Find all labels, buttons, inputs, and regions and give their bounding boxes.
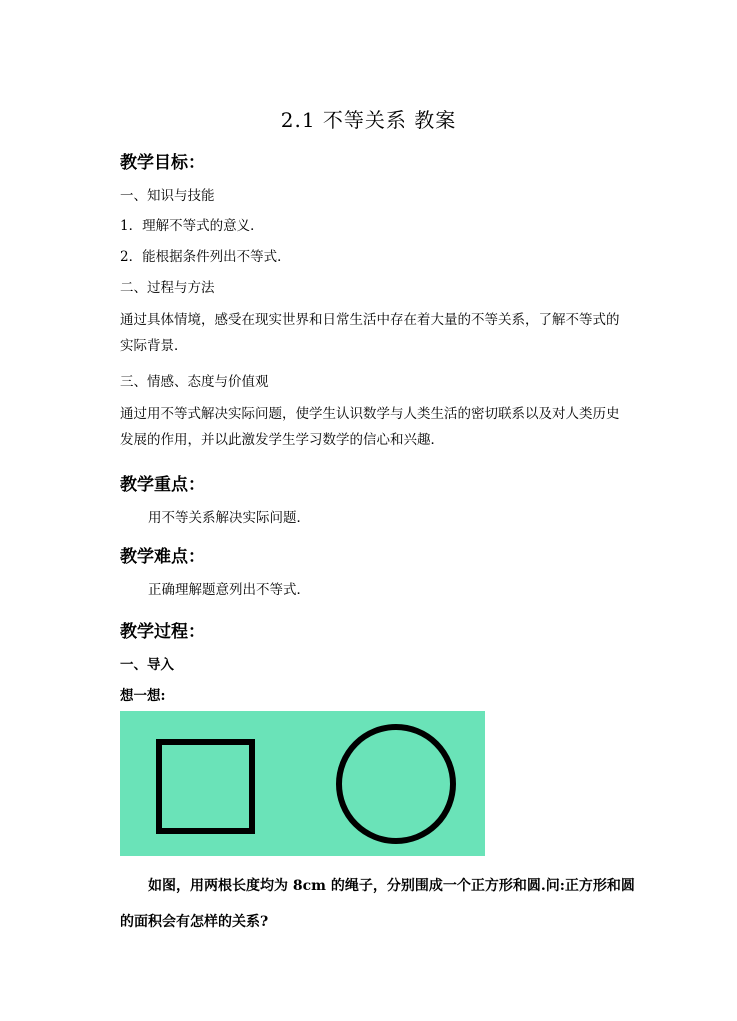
key-points-heading: 教学重点： bbox=[120, 475, 205, 495]
document-title: 2.1 不等关系 教案 bbox=[280, 108, 457, 132]
difficulties-heading: 教学难点： bbox=[120, 547, 205, 567]
section-knowledge-skills: 一、知识与技能 bbox=[120, 188, 215, 204]
section-process-method: 二、过程与方法 bbox=[120, 280, 215, 296]
paragraph-process-method: 通过具体情境，感受在现实世界和日常生活中存在着大量的不等关系，了解不等式的实际背景． bbox=[120, 312, 620, 354]
square-circle-figure bbox=[120, 711, 485, 856]
objective-item-1: 1．理解不等式的意义． bbox=[120, 218, 264, 234]
objectives-heading: 教学目标： bbox=[120, 153, 205, 173]
figure-caption: 如图，用两根长度均为 8cm 的绳子，分别围成一个正方形和圆.问:正方形和圆的面积会有怎样的关系? bbox=[120, 878, 635, 930]
process-heading: 教学过程： bbox=[120, 622, 205, 642]
think-label: 想一想: bbox=[120, 688, 166, 704]
intro-heading: 一、导入 bbox=[120, 657, 174, 673]
objective-item-2: 2．能根据条件列出不等式． bbox=[120, 249, 291, 265]
paragraph-emotion-values: 通过用不等式解决实际问题，使学生认识数学与人类生活的密切联系以及对人类历史发展的作用，并以此激发学生学习数学的信心和兴趣． bbox=[120, 406, 620, 448]
section-emotion-values: 三、情感、态度与价值观 bbox=[120, 374, 269, 390]
key-points-text: 用不等关系解决实际问题． bbox=[148, 510, 310, 526]
difficulties-text: 正确理解题意列出不等式． bbox=[148, 582, 310, 598]
figure-background bbox=[120, 711, 485, 856]
figure-svg bbox=[120, 711, 485, 856]
